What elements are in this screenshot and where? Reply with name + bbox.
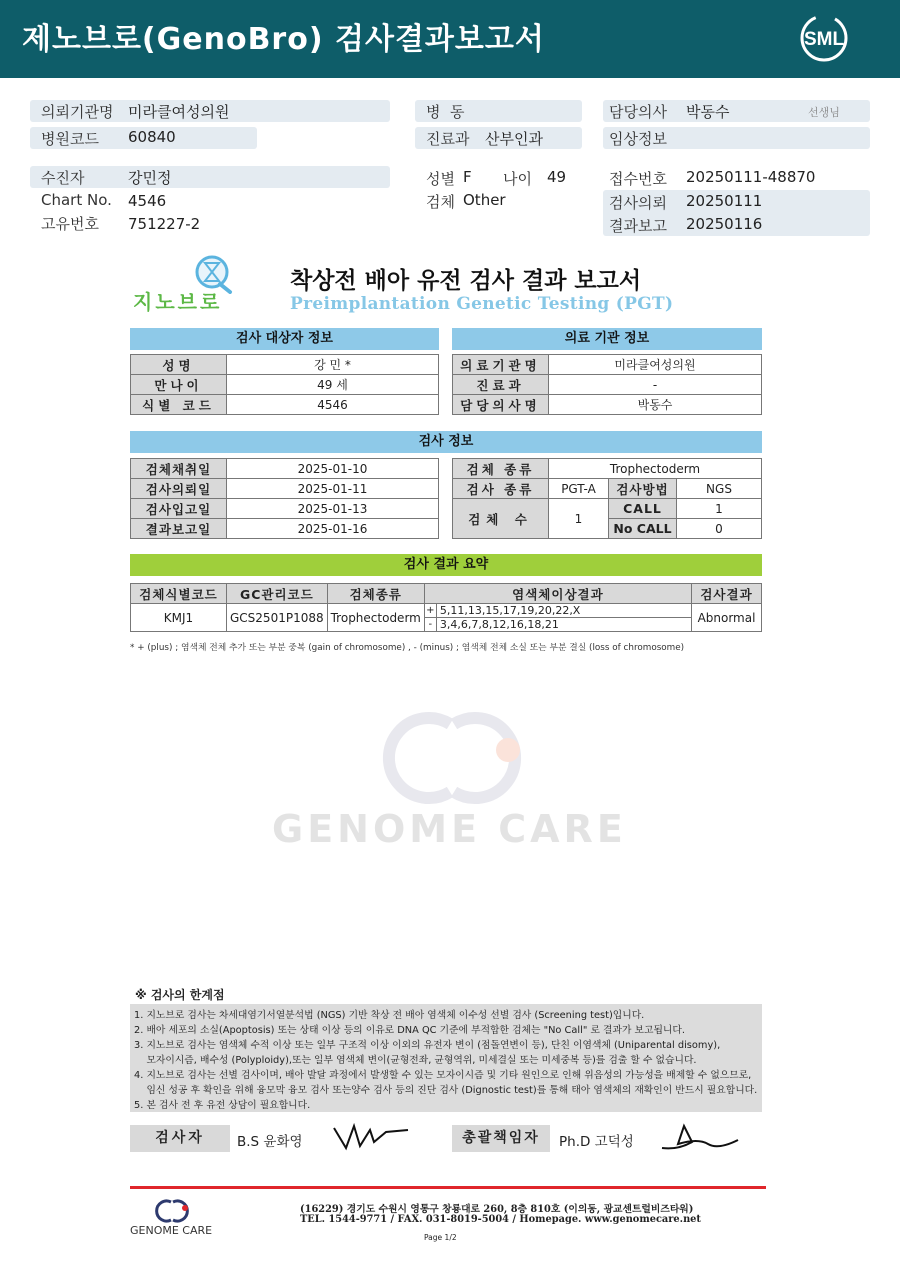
table-row: [453, 459, 762, 479]
table-row: [453, 479, 762, 499]
subject-value: 49 세: [227, 375, 439, 395]
summary-footnote: * + (plus) ; 염색체 전체 추가 또는 부분 중복 (gain of chromosome) , - (minus) ; 염색체 전체 소실 또는 부분 결실 (loss of chromosome): [130, 643, 685, 653]
limitations-title: ※ 검사의 한계점: [135, 988, 225, 1002]
subject-value: 4546: [227, 395, 439, 415]
summary-col-header: 검체종류: [327, 584, 424, 604]
director-signature-icon: [658, 1120, 740, 1154]
request-value: 20250111: [686, 192, 763, 210]
report-date-label: 결과보고일: [131, 519, 227, 539]
table-row: [131, 499, 439, 519]
examiner-name: B.S 윤화영: [237, 1134, 303, 1150]
table-row: [131, 479, 439, 499]
limitation-item: 3. 지노브로 검사는 염색체 수적 이상 또는 일부 구조적 이상 이외의 유전자 변이 (점돌연변이 등), 단친 이염색체 (Uniparental disomy),: [134, 1040, 721, 1051]
nocall-value: 0: [677, 519, 762, 539]
hospital-code-label: 병원코드: [41, 130, 99, 148]
report-value: 20250116: [686, 215, 763, 233]
call-label: CALL: [609, 499, 677, 519]
subject-info-table: [130, 354, 439, 415]
page-number: Page 1/2: [424, 1233, 457, 1242]
referral-label: 의뢰기관명: [41, 103, 114, 121]
limitation-item: 임신 성공 후 확인을 위해 융모막 융모 검사 또는양수 검사 등의 진단 검사 (Dignostic test)를 통해 태아 염색체의 재확인이 반드시 필요합니다.: [134, 1085, 758, 1096]
subject-label: 만나이: [131, 375, 227, 395]
table-row: [453, 355, 762, 375]
specimen-type-label: 검체 종류: [453, 459, 549, 479]
limitation-item: 모자이시즘, 배수성 (Polyploidy),또는 일부 염색체 변이(균형전좌, 균형역위, 미세결실 또는 미세중복 등)를 검출 할 수 없습니다.: [134, 1055, 697, 1066]
director-label: 총괄책임자: [452, 1125, 550, 1152]
age-label: 나이: [503, 170, 532, 188]
specimen-label: 검체: [426, 193, 455, 211]
footer-divider: [130, 1186, 766, 1189]
genobro-logo: 지노브로: [133, 290, 223, 314]
summary-gc-code: GCS2501P1088: [227, 604, 328, 632]
dept-label: 진료과: [426, 130, 470, 148]
specimen-value: Other: [463, 191, 506, 209]
sml-logo-icon: [796, 13, 852, 63]
table-row: [131, 519, 439, 539]
summary-plus-chromosomes: 5,11,13,15,17,19,20,22,X: [436, 604, 691, 618]
chart-label: Chart No.: [41, 191, 112, 209]
test-specimen-table: [452, 458, 762, 539]
method-value: NGS: [677, 479, 762, 499]
plus-sign: +: [426, 605, 435, 616]
footer-contact: TEL. 1544-9771 / FAX. 031-8019-5004 / Homepage. www.genomecare.net: [300, 1214, 701, 1225]
count-label: 검체 수: [453, 499, 549, 539]
institution-label: 의료기관명: [453, 355, 549, 375]
test-type-value: PGT-A: [549, 479, 609, 499]
table-row: [131, 375, 439, 395]
examiner-label: 검사자: [130, 1125, 230, 1152]
sml-logo-text: SML: [803, 29, 845, 50]
institution-info-table: [452, 354, 762, 415]
genome-care-logo-icon: [152, 1198, 192, 1224]
summary-result: Abnormal: [692, 604, 762, 632]
watermark-text: GENOME CARE: [272, 807, 627, 851]
report-subtitle: Preimplantation Genetic Testing (PGT): [290, 294, 674, 314]
director-name: Ph.D 고덕성: [559, 1134, 634, 1150]
summary-specimen-type: Trophectoderm: [327, 604, 424, 632]
dept-value: 산부인과: [485, 130, 543, 148]
footer-logo-text: GENOME CARE: [130, 1224, 213, 1237]
table-row: [131, 584, 762, 604]
report-label: 결과보고: [609, 217, 667, 235]
institution-label: 담당의사명: [453, 395, 549, 415]
institution-value: 박동수: [549, 395, 762, 415]
table-row: [131, 395, 439, 415]
receipt-label: 접수번호: [609, 170, 667, 188]
method-label: 검사방법: [609, 479, 677, 499]
institution-value: -: [549, 375, 762, 395]
request-label: 검사의뢰: [609, 194, 667, 212]
subject-label: 식별 코드: [131, 395, 227, 415]
test-dates-table: [130, 458, 439, 539]
summary-id: KMJ1: [131, 604, 227, 632]
limitation-item: 1. 지노브로 검사는 차세대염기서열분석법 (NGS) 기반 착상 전 배아 염색체 이수성 선별 검사 (Screening test)입니다.: [134, 1010, 645, 1021]
examiner-signature-icon: [330, 1118, 410, 1154]
table-row: [131, 355, 439, 375]
table-row: [131, 604, 762, 618]
ward-label: 병 동: [426, 103, 465, 121]
test-info-header: 검사 정보: [130, 431, 762, 453]
collect-label: 검체채취일: [131, 459, 227, 479]
report-title: 착상전 배아 유전 검사 결과 보고서: [290, 268, 642, 294]
table-row: [453, 375, 762, 395]
receipt-value: 20250111-48870: [686, 168, 816, 186]
nocall-label: No CALL: [609, 519, 677, 539]
unique-value: 751227-2: [128, 215, 201, 233]
subject-info-header: 검사 대상자 정보: [130, 328, 439, 350]
hospital-code-value: 60840: [128, 128, 176, 146]
call-value: 1: [677, 499, 762, 519]
limitation-item: 5. 본 검사 전 후 유전 상담이 필요합니다.: [134, 1100, 311, 1111]
receipt-date-value: 2025-01-13: [227, 499, 439, 519]
summary-header: 검사 결과 요약: [130, 554, 762, 576]
summary-col-header: 염색체이상결과: [424, 584, 691, 604]
specimen-type-value: Trophectoderm: [549, 459, 762, 479]
count-value: 1: [549, 499, 609, 539]
doctor-suffix: 선생님: [808, 106, 840, 119]
doctor-value: 박동수: [686, 103, 730, 121]
table-row: [453, 499, 762, 519]
institution-label: 진료과: [453, 375, 549, 395]
limitation-item: 2. 배아 세포의 소실(Apoptosis) 또는 상태 이상 등의 이유로 DNA QC 기준에 부적합한 검체는 "No Call" 로 결과가 보고됩니다.: [134, 1025, 685, 1036]
table-row: [131, 459, 439, 479]
request-date-label: 검사의뢰일: [131, 479, 227, 499]
minus-sign: -: [424, 618, 436, 632]
table-row: [453, 395, 762, 415]
unique-label: 고유번호: [41, 215, 99, 233]
receipt-date-label: 검사입고일: [131, 499, 227, 519]
institution-value: 미라클여성의원: [549, 355, 762, 375]
summary-col-header: 검체식별코드: [131, 584, 227, 604]
collect-value: 2025-01-10: [227, 459, 439, 479]
summary-col-header: GC관리코드: [227, 584, 328, 604]
subject-value: 강 민 *: [227, 355, 439, 375]
age-value: 49: [547, 168, 567, 186]
sex-value: F: [463, 168, 472, 186]
referral-value: 미라클여성의원: [128, 103, 230, 121]
chart-value: 4546: [128, 192, 167, 210]
footer-address: (16229) 경기도 수원시 영통구 창룡대로 260, 8층 810호 (이의동, 광교센트럴비즈타워): [300, 1204, 694, 1215]
request-date-value: 2025-01-11: [227, 479, 439, 499]
summary-minus-chromosomes: 3,4,6,7,8,12,16,18,21: [436, 618, 691, 632]
doctor-label: 담당의사: [609, 103, 667, 121]
sex-label: 성별: [426, 170, 455, 188]
test-type-label: 검사 종류: [453, 479, 549, 499]
examinee-value: 강민정: [128, 169, 172, 187]
institution-info-header: 의료 기관 정보: [452, 328, 762, 350]
summary-col-header: 검사결과: [692, 584, 762, 604]
summary-table: [130, 583, 762, 632]
limitation-item: 4. 지노브로 검사는 선별 검사이며, 배아 발달 과정에서 발생할 수 있는 모자이시즘 및 기타 원인으로 인해 위음성의 가능성을 배제할 수 없으므로,: [134, 1070, 752, 1081]
clinical-label: 임상정보: [609, 130, 667, 148]
document-title: 제노브로(GenoBro) 검사결과보고서: [22, 22, 545, 57]
subject-label: 성명: [131, 355, 227, 375]
examinee-label: 수진자: [41, 169, 85, 187]
report-date-value: 2025-01-16: [227, 519, 439, 539]
